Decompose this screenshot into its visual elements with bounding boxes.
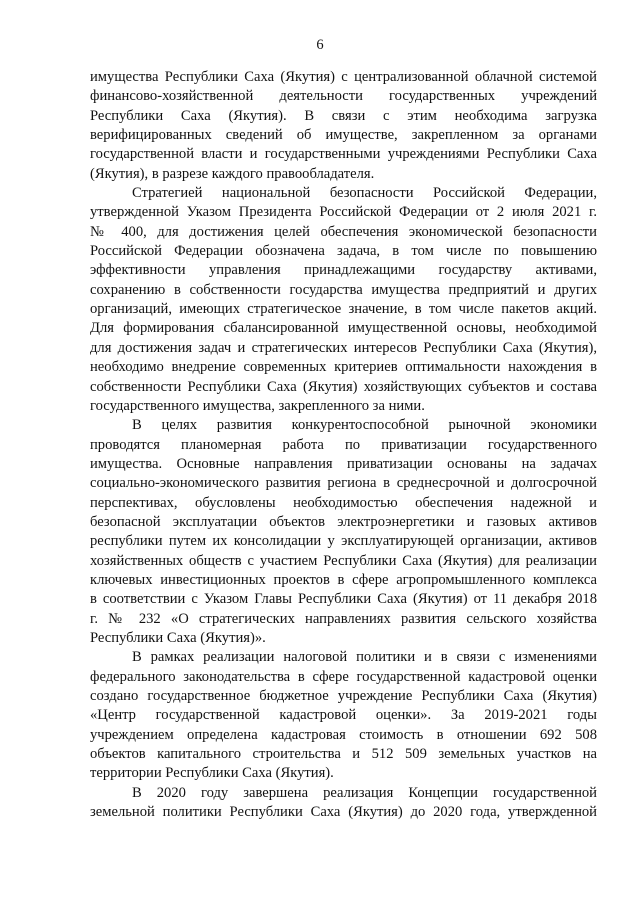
- text-line: Республики Саха (Якутия). В связи с этим необходима загрузка: [90, 107, 597, 124]
- text-line: Стратегией национальной безопасности Российской Федерации,: [132, 185, 597, 202]
- text-line: проводятся планомерная работа по приватизации государственного: [90, 436, 597, 453]
- paragraph: [90, 784, 597, 823]
- text-line: ключевых инвестиционных проектов в сфере агропромышленного комплекса: [90, 571, 597, 588]
- text-line: «Центр государственной кадастровой оценки». За 2019-2021 годы: [90, 707, 597, 724]
- text-line: федерального законодательства в сфере государственной кадастровой оценки: [90, 668, 597, 685]
- text-line: создано государственное бюджетное учреждение Республики Саха (Якутия): [90, 688, 597, 704]
- text-line: верифицированных сведений об имуществе, закрепленном за органами: [90, 127, 597, 144]
- text-line: В рамках реализации налоговой политики и в связи с изменениями: [132, 649, 597, 666]
- text-line: Российской Федерации обозначена задача, в том числе по повышению: [90, 243, 597, 260]
- page-number: 6: [316, 37, 324, 53]
- text-line: финансово-хозяйственной деятельности государственных учреждений: [90, 88, 597, 105]
- text-line: социально-экономического развития региона в среднесрочной и долгосрочной: [90, 475, 597, 492]
- text-line: хозяйственных обществ с участием Республики Саха (Якутия) для реализации: [90, 552, 597, 569]
- text-line: эффективности управления принадлежащими государству активами,: [90, 262, 597, 279]
- text-line: государственной власти и государственными учреждениями Республики Саха: [90, 146, 597, 163]
- text-line: в соответствии с Указом Главы Республики Саха (Якутия) от 11 декабря 2018: [90, 591, 597, 608]
- text-line: Республики Саха (Якутия)».: [90, 629, 266, 646]
- text-line: объектов капитального строительства и 512 509 земельных участков на: [90, 746, 597, 763]
- text-line: собственности Республики Саха (Якутия) хозяйствующих субъектов и состава: [90, 378, 597, 395]
- text-line: В 2020 году завершена реализация Концепции государственной: [132, 784, 597, 801]
- text-line: имущества Республики Саха (Якутия) с централизованной облачной системой: [90, 69, 597, 85]
- text-line: государственного имущества, закрепленного за ними.: [90, 397, 425, 414]
- text-line: организаций, имеющих стратегическое значение, в том числе пакетов акций.: [90, 301, 597, 318]
- document-body: [90, 68, 597, 822]
- text-line: (Якутия), в разрезе каждого правообладателя.: [90, 165, 375, 182]
- text-line: для достижения задач и стратегических интересов Республики Саха (Якутия),: [90, 339, 597, 356]
- text-line: В целях развития конкурентоспособной рыночной экономики: [132, 417, 597, 434]
- text-line: земельной политики Республики Саха (Якутия) до 2020 года, утвержденной: [90, 804, 597, 821]
- text-line: учреждением определена кадастровая стоимость в отношении 692 508: [90, 726, 597, 743]
- paragraph: [90, 416, 597, 648]
- text-line: безопасной эксплуатации объектов электроэнергетики и газовых активов: [90, 513, 597, 530]
- paragraph: [90, 68, 597, 184]
- text-line: необходимо внедрение современных критериев оптимальности нахождения в: [90, 359, 597, 376]
- text-line: сохранению в собственности государства имущества предприятий и других: [90, 281, 597, 298]
- text-line: имущества. Основные направления приватизации основаны на задачах: [90, 455, 597, 472]
- paragraph: [90, 184, 597, 416]
- text-line: республики путем их консолидации у эксплуатирующей организации, активов: [90, 533, 597, 550]
- text-line: Для формирования сбалансированной имущественной основы, необходимой: [90, 320, 597, 337]
- text-line: г. № 232 «О стратегических направлениях развития сельского хозяйства: [90, 610, 597, 627]
- text-line: перспективах, обусловлены необходимостью обеспечения надежной и: [90, 494, 597, 511]
- paragraph: [90, 648, 597, 783]
- text-line: утвержденной Указом Президента Российской Федерации от 2 июля 2021 г.: [90, 204, 597, 221]
- text-line: территории Республики Саха (Якутия).: [90, 765, 334, 782]
- text-line: № 400, для достижения целей обеспечения экономической безопасности: [90, 223, 597, 240]
